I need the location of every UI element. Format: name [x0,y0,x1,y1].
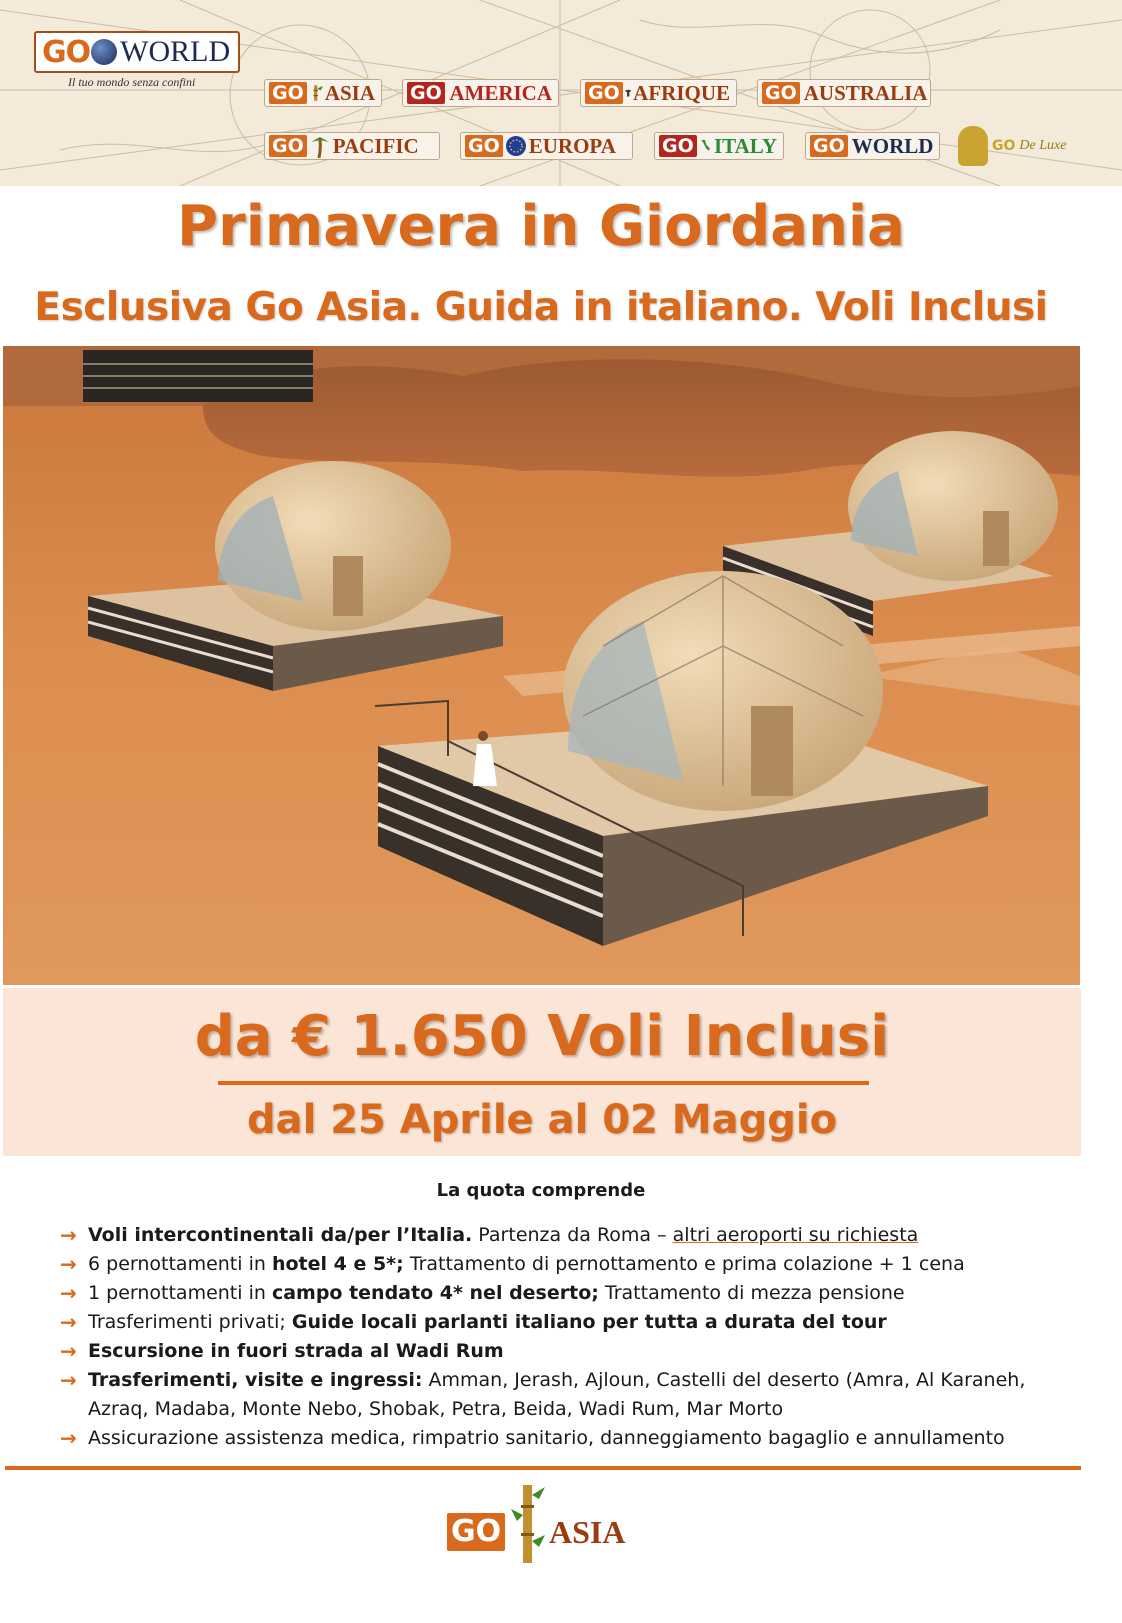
brand-name: EUROPA [528,133,616,158]
list-item [60,1424,1070,1453]
arrow-right-icon: → [60,1252,77,1276]
baobab-icon [625,81,631,105]
brand-go-text: GO [269,82,307,104]
brand-go-pacific-logo[interactable] [264,132,440,160]
item-text: Assicurazione assistenza medica, rimpatrio sanitario, danneggiamento bagaglio e annullamento [88,1427,1005,1449]
arrow-right-icon: → [60,1310,77,1334]
italy-map-icon [699,134,712,158]
item-bold-text: Voli intercontinentali da/per l’Italia. [88,1224,473,1246]
deluxe-go-text: GO [992,138,1016,154]
brand-go-text: GO [762,82,800,104]
travel-dates: dal 25 Aprile al 02 Maggio [246,1097,838,1143]
go-deluxe-logo[interactable] [958,122,1070,170]
statue-of-liberty-icon [447,81,448,105]
page-title: Primavera in Giordania [177,194,905,259]
brand-name: AUSTRALIA [803,80,928,105]
item-text: 1 pernottamenti in [88,1282,272,1304]
list-item [60,1308,1070,1337]
brand-go-world-logo[interactable] [805,132,940,160]
brand-go-italy-logo[interactable] [654,132,784,160]
item-text: 6 pernottamenti in [88,1253,272,1275]
list-item [60,1250,1070,1279]
item-text: Trattamento di mezza pensione [598,1282,905,1304]
brand-name: PACIFIC [332,133,419,158]
bamboo-icon [309,81,323,105]
goworld-main-logo[interactable] [34,31,240,90]
hero-photo-desert-domes [3,346,1080,985]
footer-go-text: GO [447,1513,505,1551]
eu-flag-icon [505,134,527,158]
page-subtitle: Esclusiva Go Asia. Guida in italiano. Voli Inclusi [34,285,1048,330]
item-bold-text: campo tendato 4* nel deserto; [271,1282,599,1304]
arrow-right-icon: → [60,1339,77,1363]
bottom-divider [5,1466,1081,1470]
bamboo-icon [511,1485,545,1563]
brand-name: ASIA [324,80,375,105]
inclusions-heading: La quota comprende [436,1180,646,1201]
brand-name: AFRIQUE [633,80,730,105]
price-divider [218,1081,869,1085]
item-text: Trasferimenti privati; [88,1311,292,1333]
item-text: Amman, Jerash, Ajloun, Castelli del deserto (Amra, Al Karaneh, Azraq, Madaba, Monte Nebo, Shobak, Petra, Beida, Wadi Rum, Mar Morto [88,1369,1026,1420]
list-item [60,1221,1070,1250]
logo-world-text: WORLD [120,35,231,68]
brand-go-america-logo[interactable] [402,79,559,107]
footer-brand-name: ASIA [549,1514,626,1550]
go-asia-footer-logo[interactable] [447,1485,637,1563]
brand-go-europa-logo[interactable] [460,132,633,160]
deluxe-name: De Luxe [1019,138,1067,153]
crown-icon [958,126,988,166]
brand-go-australia-logo[interactable] [757,79,931,107]
arrow-right-icon: → [60,1281,77,1305]
brand-name: ITALY [713,133,777,158]
palm-tree-icon [309,134,331,158]
item-underlined-text: altri aeroporti su richiesta [672,1224,919,1246]
brand-header [0,0,1122,186]
brand-go-text: GO [659,135,697,157]
price-headline: da € 1.650 Voli Inclusi [194,1004,890,1069]
brand-go-text: GO [465,135,503,157]
brand-go-text: GO [269,135,307,157]
item-bold-text: hotel 4 e 5*; [271,1253,404,1275]
list-item [60,1366,1070,1424]
brand-go-afrique-logo[interactable] [580,79,737,107]
globe-icon [91,39,117,65]
brand-name: AMERICA [449,80,552,105]
inclusions-list [60,1221,1070,1453]
brand-name: WORLD [851,133,934,158]
list-item [60,1279,1070,1308]
brand-go-text: GO [585,82,623,104]
arrow-right-icon: → [60,1426,77,1450]
item-bold-text: Trasferimenti, visite e ingressi: [88,1369,423,1391]
arrow-right-icon: → [60,1223,77,1247]
item-bold-text: Escursione in fuori strada al Wadi Rum [88,1340,504,1362]
list-item [60,1337,1070,1366]
item-bold-text: Guide locali parlanti italiano per tutta a durata del tour [291,1311,887,1333]
brand-go-asia-logo[interactable] [264,79,382,107]
arrow-right-icon: → [60,1368,77,1392]
brand-go-text: GO [407,82,445,104]
brand-go-text: GO [810,135,848,157]
item-text: Trattamento di pernottamento e prima colazione + 1 cena [403,1253,965,1275]
logo-tagline: Il tuo mondo senza confini [68,75,196,89]
logo-go-text: GO [42,34,91,70]
item-text: Partenza da Roma – [472,1224,673,1246]
